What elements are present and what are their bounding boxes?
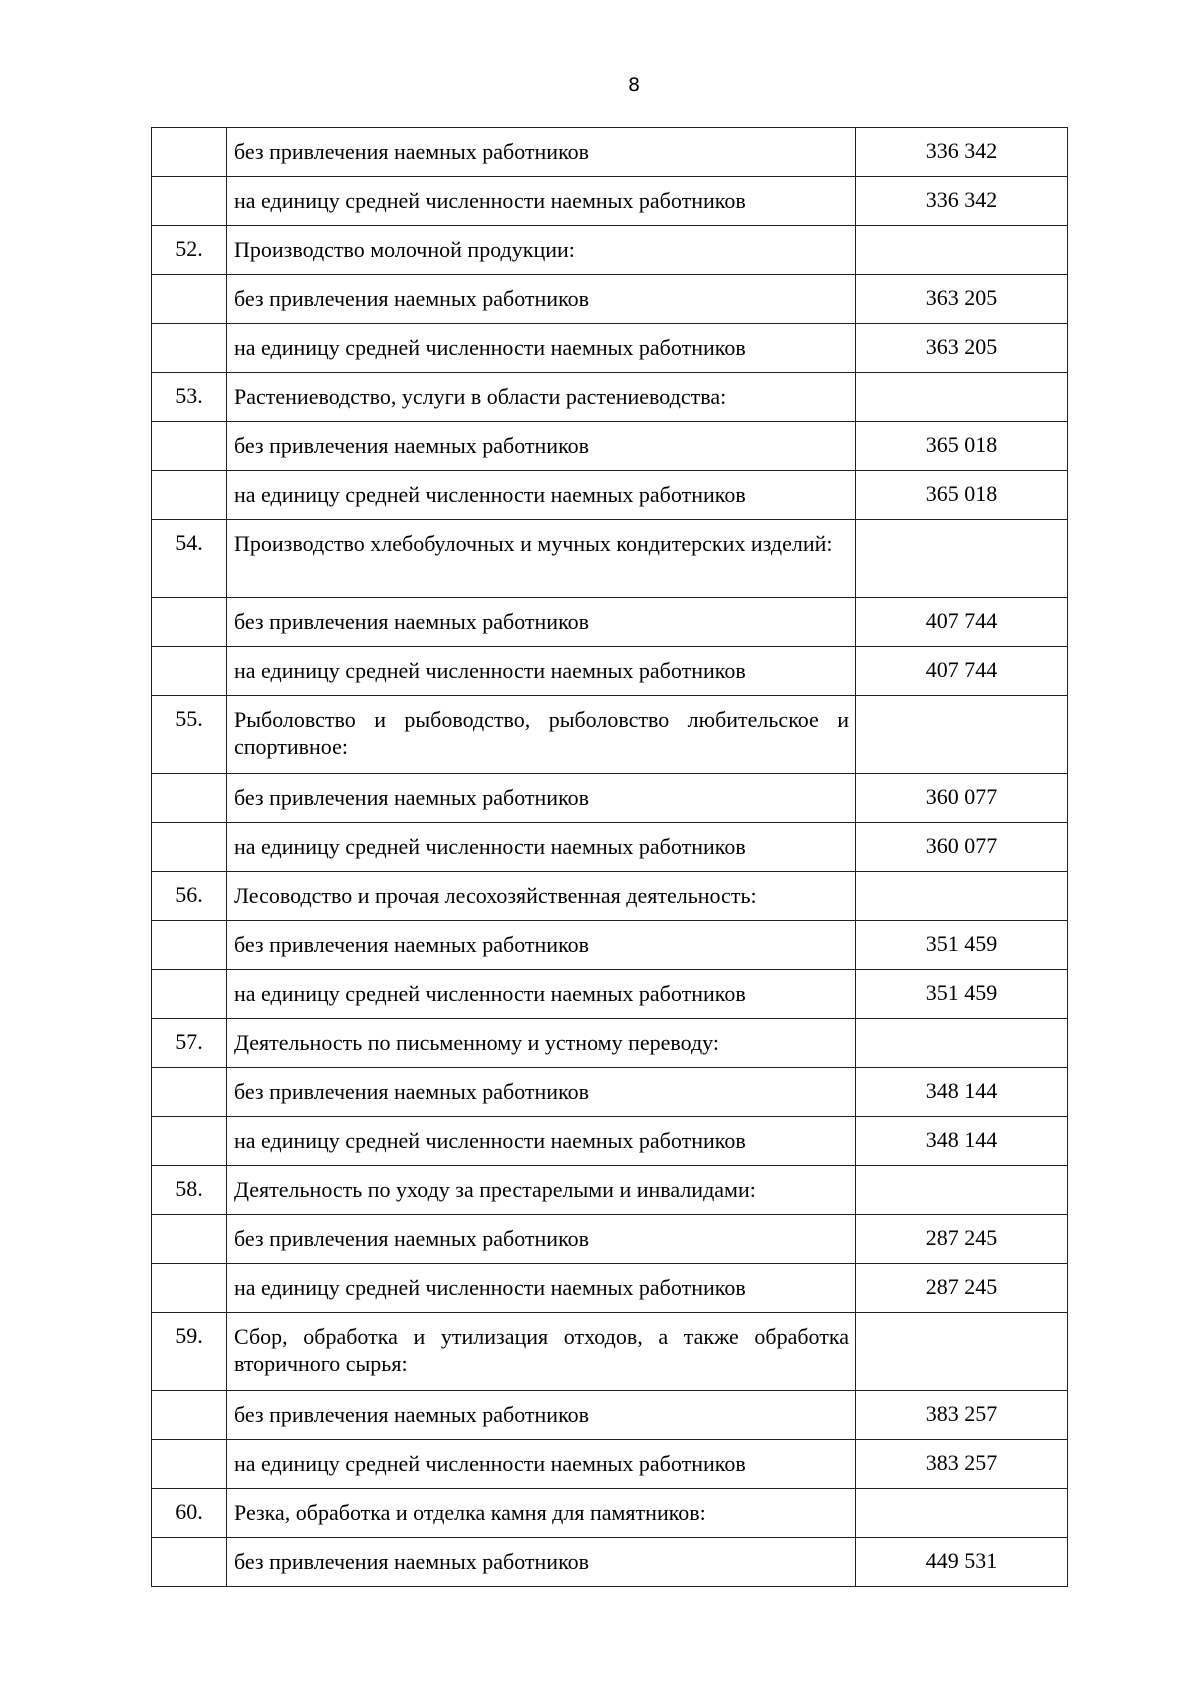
row-description: без привлечения наемных работников	[227, 1391, 856, 1440]
row-description: на единицу средней численности наемных работников	[227, 1264, 856, 1313]
row-description: без привлечения наемных работников	[227, 1215, 856, 1264]
row-number	[152, 598, 227, 647]
row-description: на единицу средней численности наемных работников	[227, 177, 856, 226]
row-description: Производство хлебобулочных и мучных кондитерских изделий:	[227, 520, 856, 598]
row-number	[152, 471, 227, 520]
row-value: 348 144	[856, 1117, 1068, 1166]
row-description: на единицу средней численности наемных работников	[227, 1440, 856, 1489]
row-number	[152, 1068, 227, 1117]
row-description: без привлечения наемных работников	[227, 128, 856, 177]
row-value: 336 342	[856, 177, 1068, 226]
row-value: 287 245	[856, 1264, 1068, 1313]
table-row	[152, 422, 1068, 471]
table-row	[152, 774, 1068, 823]
table-row	[152, 1068, 1068, 1117]
row-value: 363 205	[856, 324, 1068, 373]
row-description: Деятельность по уходу за престарелыми и инвалидами:	[227, 1166, 856, 1215]
row-number: 60.	[152, 1489, 227, 1538]
row-number	[152, 970, 227, 1019]
row-value	[856, 696, 1068, 774]
table-row	[152, 1313, 1068, 1391]
table-row	[152, 177, 1068, 226]
row-number: 58.	[152, 1166, 227, 1215]
row-value: 365 018	[856, 422, 1068, 471]
row-value: 449 531	[856, 1538, 1068, 1587]
row-description: Растениеводство, услуги в области растениеводства:	[227, 373, 856, 422]
table-row	[152, 471, 1068, 520]
table-row	[152, 1440, 1068, 1489]
row-number	[152, 921, 227, 970]
row-value: 365 018	[856, 471, 1068, 520]
row-value	[856, 373, 1068, 422]
row-number	[152, 1264, 227, 1313]
row-value: 287 245	[856, 1215, 1068, 1264]
row-number: 54.	[152, 520, 227, 598]
table-row	[152, 373, 1068, 422]
row-number: 53.	[152, 373, 227, 422]
row-value	[856, 1166, 1068, 1215]
table-row	[152, 1215, 1068, 1264]
row-number	[152, 774, 227, 823]
row-number	[152, 275, 227, 324]
table-row	[152, 275, 1068, 324]
row-description: на единицу средней численности наемных работников	[227, 471, 856, 520]
row-description: Сбор, обработка и утилизация отходов, а также обработка вторичного сырья:	[227, 1313, 856, 1391]
row-number	[152, 1117, 227, 1166]
row-description: Резка, обработка и отделка камня для памятников:	[227, 1489, 856, 1538]
table-row	[152, 970, 1068, 1019]
tariff-table	[151, 127, 1068, 1587]
row-description: без привлечения наемных работников	[227, 598, 856, 647]
row-description: на единицу средней численности наемных работников	[227, 1117, 856, 1166]
row-number	[152, 1538, 227, 1587]
table-row	[152, 1489, 1068, 1538]
table-row	[152, 1166, 1068, 1215]
row-description: без привлечения наемных работников	[227, 1538, 856, 1587]
row-description: на единицу средней численности наемных работников	[227, 823, 856, 872]
row-number	[152, 1215, 227, 1264]
row-value: 407 744	[856, 647, 1068, 696]
row-number	[152, 1391, 227, 1440]
row-value: 383 257	[856, 1391, 1068, 1440]
row-value	[856, 1019, 1068, 1068]
table-row	[152, 226, 1068, 275]
row-number: 52.	[152, 226, 227, 275]
row-value: 407 744	[856, 598, 1068, 647]
row-description: без привлечения наемных работников	[227, 422, 856, 471]
table-row	[152, 324, 1068, 373]
row-description: Производство молочной продукции:	[227, 226, 856, 275]
table-row	[152, 1117, 1068, 1166]
row-number	[152, 128, 227, 177]
table-row	[152, 1264, 1068, 1313]
row-description: Деятельность по письменному и устному переводу:	[227, 1019, 856, 1068]
row-number: 57.	[152, 1019, 227, 1068]
row-number	[152, 324, 227, 373]
row-number	[152, 422, 227, 471]
row-value	[856, 226, 1068, 275]
row-value	[856, 520, 1068, 598]
row-description: на единицу средней численности наемных работников	[227, 970, 856, 1019]
table-row	[152, 1538, 1068, 1587]
row-value: 360 077	[856, 823, 1068, 872]
table-row	[152, 647, 1068, 696]
table-row	[152, 1391, 1068, 1440]
table-row	[152, 1019, 1068, 1068]
row-description: на единицу средней численности наемных работников	[227, 324, 856, 373]
row-description: на единицу средней численности наемных работников	[227, 647, 856, 696]
row-value: 348 144	[856, 1068, 1068, 1117]
row-description: без привлечения наемных работников	[227, 1068, 856, 1117]
table-row	[152, 921, 1068, 970]
table-row	[152, 823, 1068, 872]
row-description: Рыболовство и рыбоводство, рыболовство любительское и спортивное:	[227, 696, 856, 774]
row-number	[152, 823, 227, 872]
row-value: 360 077	[856, 774, 1068, 823]
row-number	[152, 1440, 227, 1489]
row-value	[856, 1489, 1068, 1538]
row-value: 383 257	[856, 1440, 1068, 1489]
row-number: 59.	[152, 1313, 227, 1391]
row-number	[152, 177, 227, 226]
row-number	[152, 647, 227, 696]
row-number: 56.	[152, 872, 227, 921]
row-value: 351 459	[856, 970, 1068, 1019]
table-row	[152, 520, 1068, 598]
row-value: 363 205	[856, 275, 1068, 324]
row-description: Лесоводство и прочая лесохозяйственная деятельность:	[227, 872, 856, 921]
row-value: 336 342	[856, 128, 1068, 177]
table-row	[152, 598, 1068, 647]
table-row	[152, 128, 1068, 177]
row-description: без привлечения наемных работников	[227, 774, 856, 823]
table-row	[152, 696, 1068, 774]
row-value: 351 459	[856, 921, 1068, 970]
row-number: 55.	[152, 696, 227, 774]
row-description: без привлечения наемных работников	[227, 921, 856, 970]
row-value	[856, 872, 1068, 921]
page-number: 8	[627, 74, 641, 96]
row-description: без привлечения наемных работников	[227, 275, 856, 324]
table-row	[152, 872, 1068, 921]
row-value	[856, 1313, 1068, 1391]
